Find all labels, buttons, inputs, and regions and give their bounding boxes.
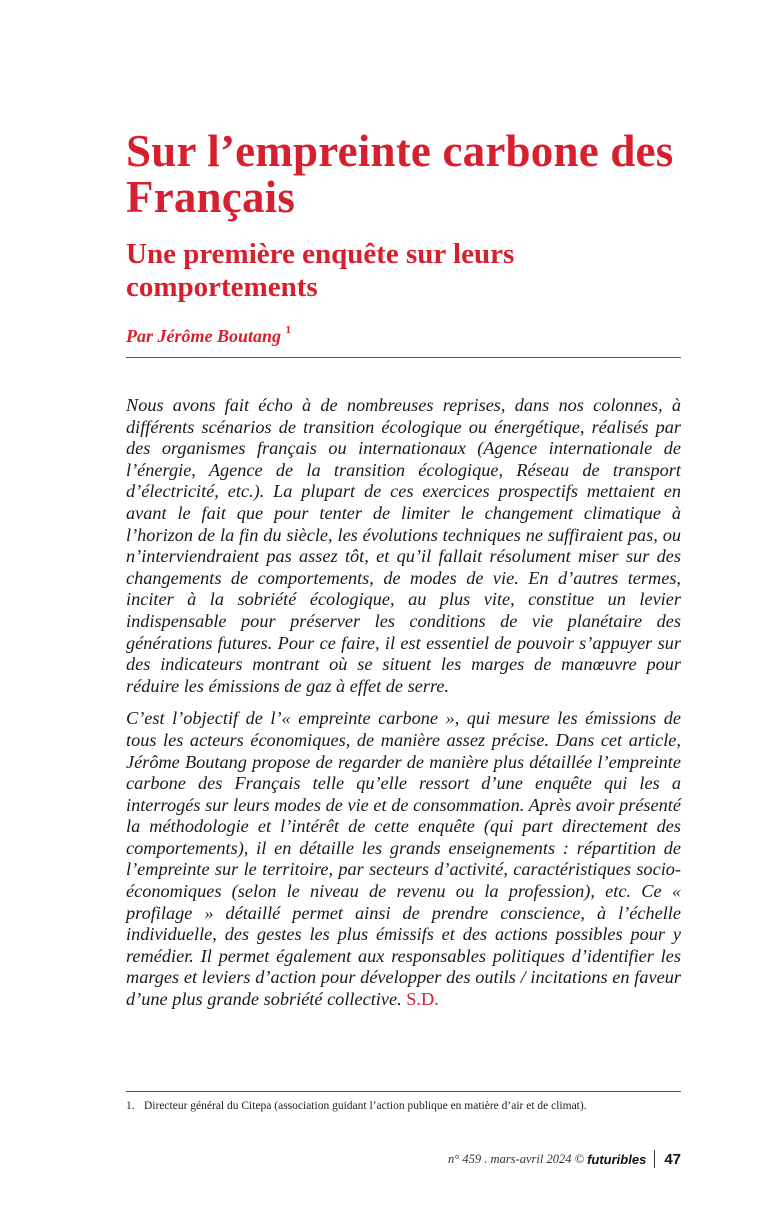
byline xyxy=(126,326,291,347)
page-folio xyxy=(448,1150,681,1168)
abstract-paragraph-2-text: C’est l’objectif de l’« empreinte carbone », qui mesure les émissions de tous les acteurs économiques, de manière assez précise. Dans cet article, Jérôme Boutang propose de regarder de manière plus détaillée l’empreinte carbone des Français telle qu’elle ressort d’une enquête qui les a interrogés sur leurs modes de vie et de consommation. Après avoir présenté la méthodologie et l’intérêt de cette enquête (qui part directement des comportements), il en détaille les grands enseignements : répartition de l’empreinte sur le territoire, par secteurs d’activité, caractéristiques socio-économiques (selon le niveau de revenu ou la profession), etc. Ce « profilage » détaillé permet ainsi de prendre conscience, à l’échelle individuelle, des gestes les plus émissifs et des actions possibles pour y remédier. Il permet également aux responsables politiques d’identifier les marges et leviers d’action pour développer des outils / incitations en faveur d’une plus grande sobriété collective. xyxy=(126,708,681,1010)
footnote-reference[interactable]: 1 xyxy=(285,324,292,336)
title-divider xyxy=(126,357,681,358)
abstract xyxy=(126,395,681,1011)
footnote-text: Directeur général du Citepa (association guidant l’action publique en matière d’air et de climat). xyxy=(144,1100,587,1112)
editor-signature: S.D. xyxy=(406,989,439,1010)
author-name: Par Jérôme Boutang xyxy=(126,326,282,346)
folio-separator xyxy=(654,1150,655,1168)
footnote-divider xyxy=(126,1091,681,1092)
issue-info: n° 459 . mars-avril 2024 © xyxy=(448,1151,585,1166)
abstract-paragraph-1: Nous avons fait écho à de nombreuses reprises, dans nos colonnes, à différents scénarios de transition écologique ou énergétique, réalisés par des organismes français ou internationaux (Agence internationale de l’énergie, Agence de la transition écologique, Réseau de transport d’électricité, etc.). La plupart de ces exercices prospectifs mettaient en avant le fait que pour tenter de limiter le changement climatique à l’horizon de la fin du siècle, les évolutions techniques ne suffiraient pas, ou n’interviendraient pas assez tôt, et qu’il fallait résolument miser sur des changements de comportements, de modes de vie. En d’autres termes, inciter à la sobriété écologique, au plus vite, constitue un levier indispensable pour préserver les conditions de vie planétaire des générations futures. Pour ce faire, il est essentiel de pouvoir s’appuyer sur des indicateurs montrant où se situent les marges de manœuvre pour réduire les émissions de gaz à effet de serre. xyxy=(126,395,681,696)
article-subtitle: Une première enquête sur leurs comportements xyxy=(126,238,515,303)
article-title: Sur l’empreinte carbone des Français xyxy=(126,126,674,222)
footnote xyxy=(126,1100,681,1112)
magazine-brand: futuribles xyxy=(587,1151,647,1167)
footnote-number: 1. xyxy=(126,1100,135,1112)
page-number: 47 xyxy=(664,1150,681,1168)
abstract-paragraph-2 xyxy=(126,708,681,1010)
